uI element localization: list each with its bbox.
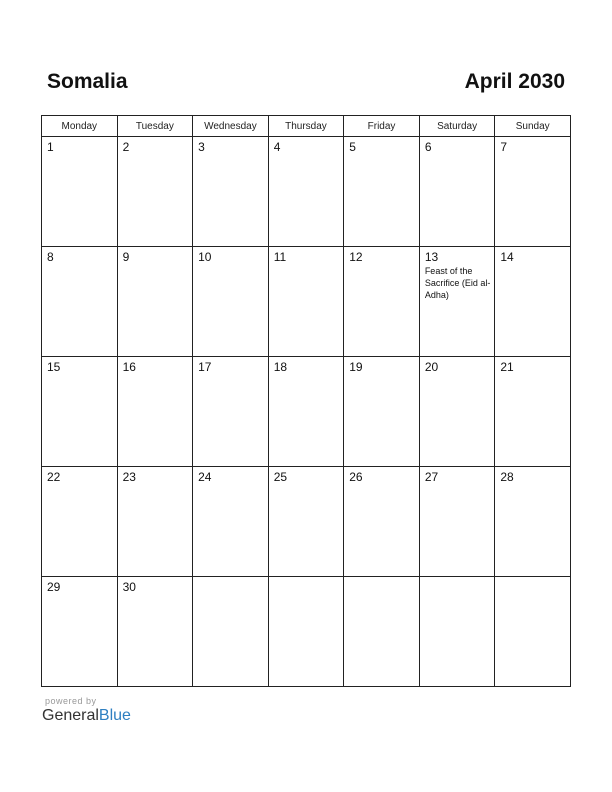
- day-number: 7: [500, 140, 508, 154]
- day-number: 3: [198, 140, 205, 154]
- day-cell: [193, 357, 269, 467]
- week-row: [42, 467, 571, 577]
- generalblue-logo: [42, 707, 131, 725]
- day-number: 21: [500, 360, 514, 374]
- day-number: 10: [198, 250, 212, 264]
- day-number: [495, 577, 570, 580]
- day-cell: [117, 137, 193, 247]
- day-cell: [193, 247, 269, 357]
- day-cell: [193, 467, 269, 577]
- day-number: 1: [47, 140, 54, 154]
- day-cell: [344, 467, 420, 577]
- day-cell: [117, 467, 193, 577]
- day-cell: [117, 357, 193, 467]
- day-number: 20: [424, 360, 439, 374]
- weekday-header: Sunday: [495, 116, 571, 137]
- day-cell: [344, 357, 420, 467]
- day-number: 5: [349, 140, 356, 154]
- day-cell: [419, 357, 495, 467]
- day-number: [344, 577, 419, 580]
- holiday-label: Feast of the Sacrifice (Eid al-Adha): [424, 266, 491, 300]
- powered-by-text: powered by: [45, 696, 97, 706]
- weekday-header: Thursday: [268, 116, 344, 137]
- day-cell: [495, 357, 571, 467]
- day-cell: [268, 467, 344, 577]
- day-number: 18: [273, 360, 288, 374]
- day-number: 8: [47, 250, 54, 264]
- day-number: 25: [273, 470, 288, 484]
- weekday-header-row: [42, 116, 571, 137]
- weekday-header: Wednesday: [193, 116, 269, 137]
- day-number: 22: [47, 470, 61, 484]
- weekday-header: Saturday: [419, 116, 495, 137]
- day-cell: [117, 577, 193, 687]
- calendar-header: [47, 70, 565, 100]
- footer-branding: [42, 696, 131, 725]
- day-cell: [495, 247, 571, 357]
- day-number: [269, 577, 344, 580]
- day-cell: [344, 247, 420, 357]
- day-cell: [42, 137, 118, 247]
- day-number: 19: [349, 360, 363, 374]
- week-row: [42, 247, 571, 357]
- day-number: [420, 577, 495, 580]
- day-cell: [419, 467, 495, 577]
- day-cell: [193, 577, 269, 687]
- day-number: 28: [500, 470, 514, 484]
- day-number: 4: [273, 140, 281, 154]
- day-number: 2: [122, 140, 130, 154]
- day-cell: [419, 577, 495, 687]
- day-cell: [117, 247, 193, 357]
- day-cell: [193, 137, 269, 247]
- month-year-title: April 2030: [464, 70, 565, 93]
- day-cell: [419, 247, 495, 357]
- day-cell: [495, 577, 571, 687]
- weekday-header: Tuesday: [117, 116, 193, 137]
- day-cell: [495, 137, 571, 247]
- day-cell: [42, 247, 118, 357]
- day-number: 26: [349, 470, 363, 484]
- day-number: 30: [122, 580, 136, 594]
- day-cell: [495, 467, 571, 577]
- day-cell: [268, 247, 344, 357]
- weekday-header: Friday: [344, 116, 420, 137]
- day-cell: [268, 577, 344, 687]
- day-number: 17: [198, 360, 212, 374]
- weekday-header: Monday: [42, 116, 118, 137]
- week-row: [42, 577, 571, 687]
- day-number: 13: [424, 250, 439, 264]
- day-cell: [419, 137, 495, 247]
- day-number: 27: [424, 470, 439, 484]
- day-number: 16: [122, 360, 136, 374]
- day-cell: [344, 577, 420, 687]
- week-row: [42, 357, 571, 467]
- brand-general-text: General: [42, 707, 99, 724]
- day-number: 11: [273, 250, 287, 264]
- day-number: 29: [47, 580, 61, 594]
- day-cell: [42, 357, 118, 467]
- day-cell: [42, 577, 118, 687]
- day-number: 23: [122, 470, 136, 484]
- country-title: Somalia: [47, 70, 128, 93]
- day-cell: [268, 137, 344, 247]
- day-cell: [42, 467, 118, 577]
- week-row: [42, 137, 571, 247]
- brand-blue-text: Blue: [98, 707, 131, 724]
- day-cell: [344, 137, 420, 247]
- day-number: 12: [349, 250, 363, 264]
- day-number: [193, 577, 268, 580]
- day-number: 14: [500, 250, 514, 264]
- calendar-grid: [41, 115, 571, 687]
- day-cell: [268, 357, 344, 467]
- day-number: 24: [198, 470, 212, 484]
- day-number: 15: [47, 360, 61, 374]
- day-number: 6: [424, 140, 432, 154]
- day-number: 9: [122, 250, 130, 264]
